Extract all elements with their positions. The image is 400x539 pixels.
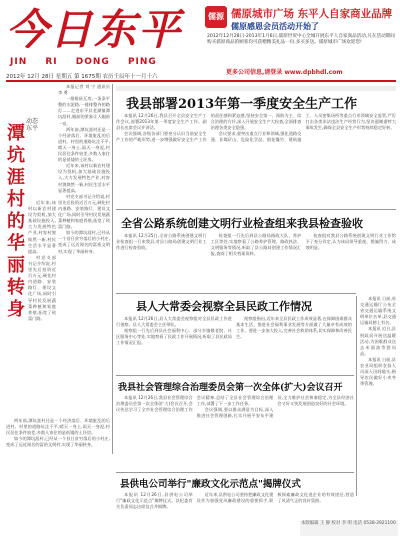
masthead-rule [6, 80, 396, 82]
paragraph: 近年来,该村以新农村建设为契机,加大基础设施投入,大力发展特色产业,村容村貌焕然一新,村民生活水平显著提高。 [58, 163, 110, 193]
ad-subtitle: 儒原感恩会员活动开始了 [231, 22, 319, 31]
masthead-title: 今日东平 [6, 5, 183, 54]
paragraph: 本报讯 12月26日,我县召开全县安全生产工作会议,部署2013年第一季度安全生产工作。副县长出席会议并讲话。 [116, 113, 207, 131]
paragraph: 会议强调,要以群众满意为目标,深入推进社会管理创新,扎实开展平安东平建设,全力维护社会和谐稳定,为全县经济社会又好又快发展创造良好的社会环境。 [196, 395, 354, 419]
section-divider [116, 375, 354, 376]
feature-body-2 [28, 200, 56, 440]
feature-continuation [6, 418, 110, 536]
paragraph: 视察组一行先后到县社会福利中心、部分乡镇敬老院、社区服务中心等处,实地察看了民政工作开展情况,听取了县民政局工作情况汇报。 [116, 328, 232, 346]
feature-headline: 潭坑涯村的华丽转身 [7, 123, 25, 320]
paragraph: 检查组对我县公路系统创建文明行业工作给予了充分肯定,认为该局领导重视、措施得力、成效明显。 [305, 233, 396, 251]
section-divider [116, 293, 356, 294]
paragraph: 会议强调,各级各部门要充分认识当前安全生产工作的严峻形势,进一步增强做好安全生产工作的责任感和紧迫感,坚持安全第一、预防为主、综合治理的方针,深入开展安全生产大检查,全面排查治理各类安全隐患。 [116, 113, 302, 143]
paragraph: 检查组一行先后到县公路局路政大队、养护工区等处,实地察看了公路养护管理、路政执法、文明服务等情况,听取了县公路局创建工作情况汇报,查阅了相关档案资料。 [210, 233, 302, 257]
article-body [116, 233, 396, 291]
paragraph: 村党支部书记介绍说,村里先后投资近百万元,硬化村内道路、安装路灯、建设文化广场,同时引导村民发展蔬菜种植和家庭养殖,拓宽了致富门路。 [58, 193, 110, 230]
feature-body [58, 84, 110, 440]
paragraph: 近年来,该村以新农村建设为契机,加大基础设施投入,大力发展特色产业,村容村貌焕然一新,村民生活水平显著提高。 [28, 200, 56, 254]
paragraph: 本报讯 12月25日,全省公路系统创建文明行业检查组一行来我县,对县公路局创建文明行业工作进行检查验收。 [116, 233, 207, 251]
paragraph: 本报讯 12月26日,县供电公司举行"廉政文化示范点"揭牌仪式。县纪委有关负责同志出席仪式并揭牌。 [116, 492, 193, 510]
paragraph: 如今的潭坑涯村,已经从一个昔日贫穷落后的小村庄,变成了远近闻名的富裕文明村,实现了华丽转身。 [6, 436, 110, 448]
brief: 本报讯 日前,县农业局组织农技人员深入田间地头,指导农民做好小麦冬季管理。 [360, 356, 396, 387]
paragraph: 两年前,潭坑涯村还是一个经济落后、环境脏乱的后进村。村里的道路坑洼不平,晴天一身土,雨天一身泥,村民居住条件较差,多数人家住的是低矮的土坯房。 [58, 126, 110, 163]
article-headline: 全省公路系统创建文明行业检查组来我县检查验收 [121, 217, 363, 230]
ad-logo: 儒源 [205, 6, 227, 28]
ad-body: 2012年12月28日-2013年1月6日,儒原世贸中心全城开展东平人自家商品活动,凡在活动期间购买儒原商品的顾客均可获赠精美礼品一份,多买多送。儒原城市广场欢迎您! [207, 34, 395, 45]
article-headline: 县人大常委会视察全县民政工作情况 [136, 300, 312, 313]
ad-title: 儒原城市广场 东平人自家商业品牌 [231, 8, 393, 20]
paragraph: 本报讯 12月26日,我县社会管理综合治理委员会第一次全体(扩大)会议召开,会议传达学习了全市社会管理综合治理工作会议精神,总结了全县社会管理综合治理工作,部署了下一步工作任务。 [116, 395, 274, 413]
ad-website-link[interactable]: 更多公司信息,请登录 www.dpbhdl.com [226, 69, 343, 76]
column-divider [112, 84, 113, 454]
paragraph: 村党支部书记介绍说,村里先后投资近百万元,硬化村内道路、安装路灯、建设文化广场,同时引导村民发展蔬菜种植和家庭养殖,拓宽了致富门路。 [28, 254, 56, 321]
dateline: 2012年 12月 28日 星期五 第 1675期 农历壬辰年十一月十六 [6, 74, 158, 80]
advertisement[interactable] [205, 4, 397, 58]
paragraph: 如今的潭坑涯村,已经从一个昔日贫穷落后的小村庄,变成了远近闻名的富裕文明村,实现了华丽转身。 [58, 230, 110, 254]
page-footer: 本版编辑 王 静 校对 李 明 电话 0538-2921100 [300, 520, 398, 536]
paragraph: 视察组指出,近年来全县民政工作成效显著,在保障困难群众基本生活、推进社会福利事业发展等方面做了大量卓有成效的工作。要进一步加大投入,完善社会救助体系,切实保障和改善民生。 [236, 316, 352, 340]
paragraph: 一排排砖瓦房,一条条平整的水泥路,一排排整齐的路灯……走进东平县老湖镇潭坑涯村,眼前的景象让人眼前一亮。 [58, 96, 110, 126]
article-body [116, 113, 396, 205]
brief: 本报讯 日前,省交通运输厅公布全省交通运输系统文明单位名单,县交通运输局榜上有名。 [360, 296, 396, 326]
article-body [116, 395, 354, 469]
feature-kicker: 动态东平 [26, 118, 39, 132]
brief: 本报讯 近日,县财政局开展送温暖活动,为困难群众送去米面油等慰问品。 [360, 326, 396, 356]
paragraph: 会议要求,要突出重点行业和领域,强化道路交通、非煤矿山、危险化学品、烟花爆竹、建筑施工、人员密集场所等重点行业领域安全监管,严厉打击各类非法违法生产经营行为,坚决遏制重特大事故发生,确保全县安全生产形势持续稳定好转。 [210, 113, 396, 143]
section-divider [116, 209, 396, 210]
article-body [116, 316, 352, 372]
masthead-pinyin: JIN RI DONG PING [10, 57, 157, 67]
paragraph: 近年来,县供电公司坚持把廉政文化建设作为加强党风廉政建设的重要抓手,积极探索廉政文化进企业的有效途径,营造了风清气正的良好氛围。 [196, 492, 354, 504]
paragraph: 两年前,潭坑涯村还是一个经济落后、环境脏乱的后进村。村里的道路坑洼不平,晴天一身土,雨天一身泥,村民居住条件较差,多数人家住的是低矮的土坯房。 [6, 418, 110, 436]
sidebar-briefs [360, 296, 396, 494]
article-headline: 县供电公司举行"廉政文化示范点"揭牌仪式 [120, 479, 301, 490]
feature-byline: 本报记者 刘 宁 通讯员 李 勇 [58, 84, 110, 96]
column-divider [356, 296, 357, 496]
article-headline: 我县社会管理综合治理委员会第一次全体(扩大)会议召开 [118, 383, 343, 393]
article-headline: 我县部署2013年第一季度安全生产工作 [126, 97, 358, 112]
section-divider [116, 472, 354, 473]
paragraph: 本报讯 12月26日,县人大常委会视察组对全县民政工作进行视察。县人大常委会主任带队。 [116, 316, 232, 328]
headline-band [116, 86, 396, 91]
